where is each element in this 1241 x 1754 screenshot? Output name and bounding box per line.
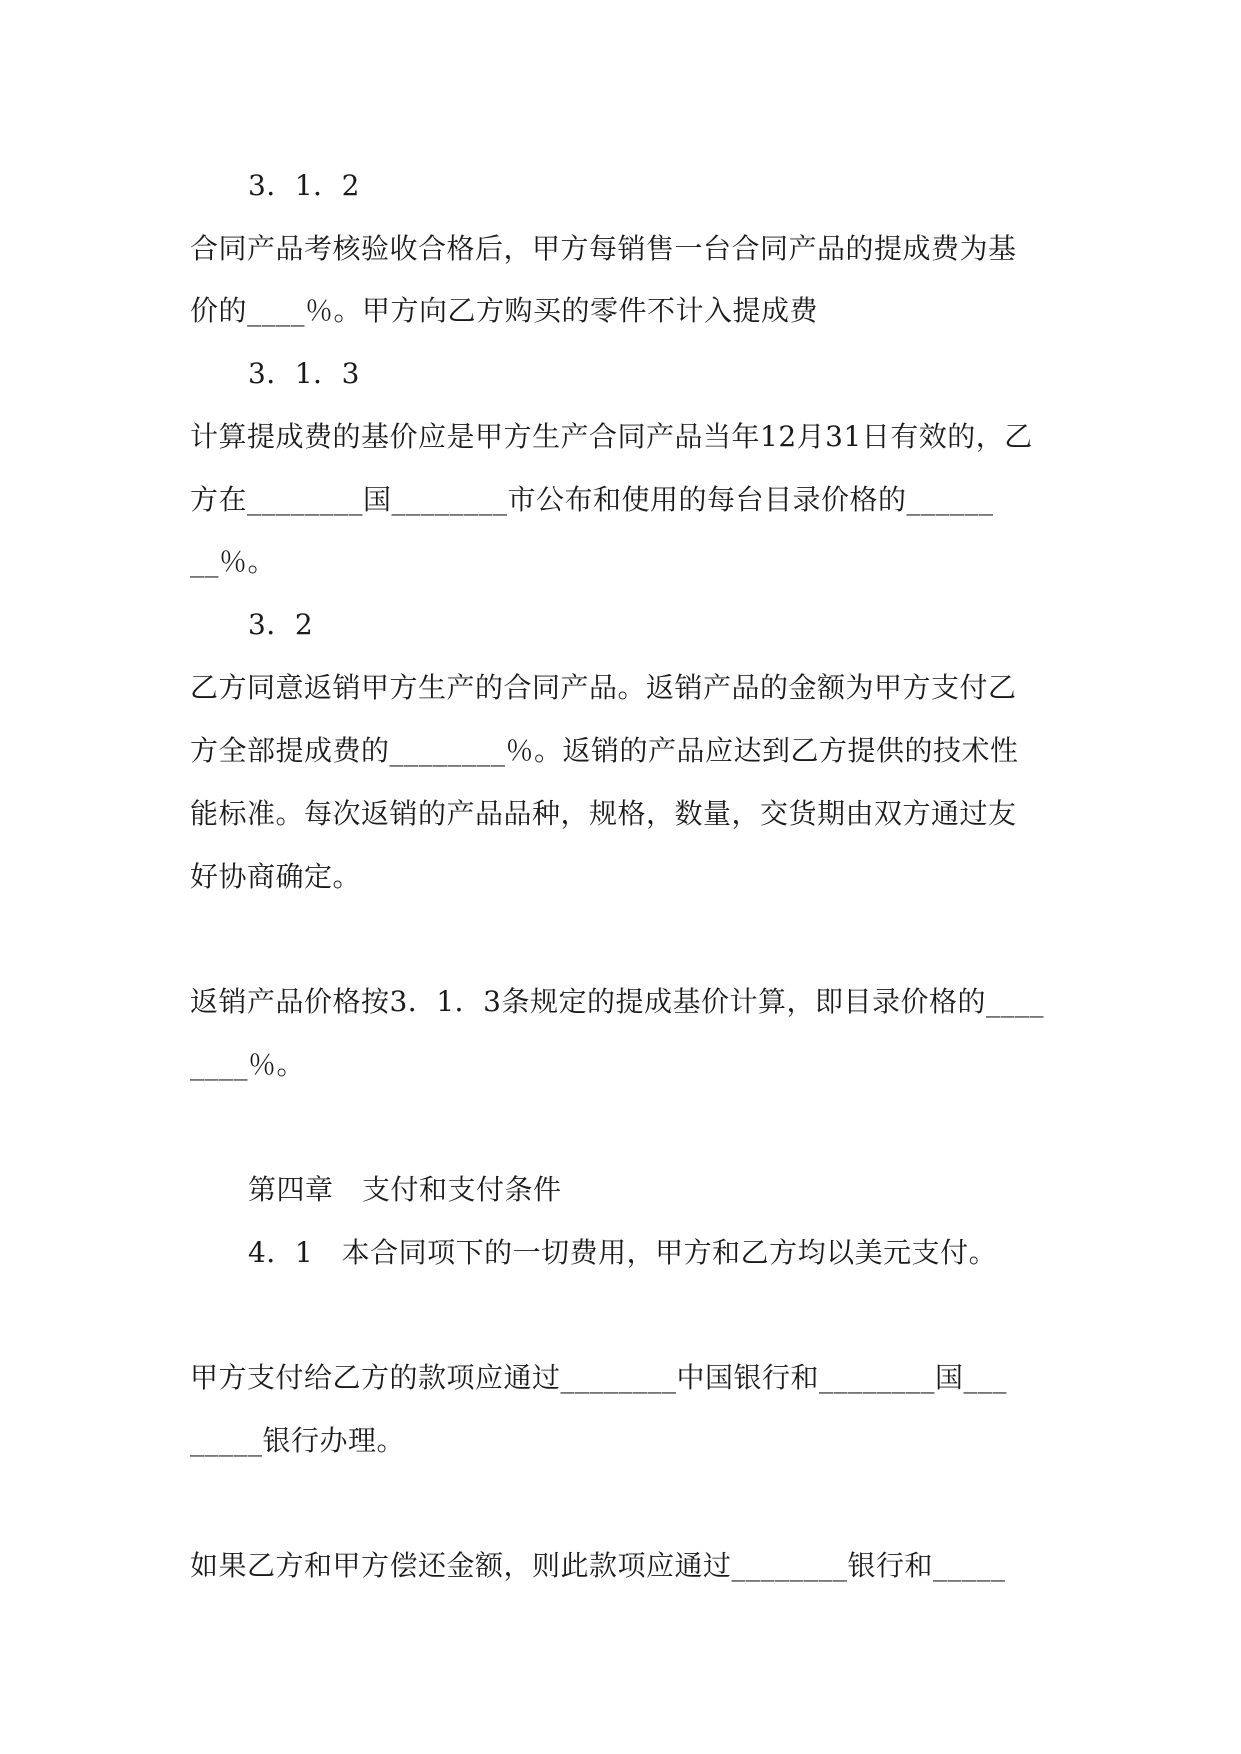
buyback-price-line-2: ____％。 <box>190 1048 306 1081</box>
clause-3-1-2-number: 3．1．2 <box>248 169 360 202</box>
clause-3-2-text-line-4: 好协商确定。 <box>190 860 362 893</box>
clause-3-2-number: 3．2 <box>248 608 314 641</box>
clause-3-1-3-text-line-3: __％。 <box>190 545 277 578</box>
clause-3-2-text-line-1: 乙方同意返销甲方生产的合同产品。返销产品的金额为甲方支付乙 <box>190 671 1017 704</box>
clause-4-1-text: 4．1 本合同项下的一切费用，甲方和乙方均以美元支付。 <box>248 1236 998 1269</box>
buyback-price-line-1: 返销产品价格按3．1．3条规定的提成基价计算，即目录价格的____ <box>190 985 1044 1018</box>
chapter-4-heading: 第四章 支付和支付条件 <box>248 1173 562 1206</box>
clause-3-1-2-text-line-1: 合同产品考核验收合格后，甲方每销售一台合同产品的提成费为基 <box>190 232 1017 265</box>
clause-3-1-2-text-line-2: 价的____％。甲方向乙方购买的零件不计入提成费 <box>190 294 819 327</box>
clause-3-1-3-number: 3．1．3 <box>248 357 360 390</box>
clause-3-2-text-line-2: 方全部提成费的________％。返销的产品应达到乙方提供的技术性 <box>190 734 1019 767</box>
payment-bank-line-1: 甲方支付给乙方的款项应通过________中国银行和________国___ <box>190 1361 1008 1394</box>
clause-3-1-3-text-line-2: 方在________国________市公布和使用的每台目录价格的______ <box>190 483 994 516</box>
payment-bank-line-2: _____银行办理。 <box>190 1424 406 1457</box>
clause-3-1-3-text-line-1: 计算提成费的基价应是甲方生产合同产品当年12月31日有效的，乙 <box>190 420 1033 453</box>
repayment-bank-line-1: 如果乙方和甲方偿还金额，则此款项应通过________银行和_____ <box>190 1549 1006 1582</box>
clause-3-2-text-line-3: 能标准。每次返销的产品品种，规格，数量，交货期由双方通过友 <box>190 797 1017 830</box>
